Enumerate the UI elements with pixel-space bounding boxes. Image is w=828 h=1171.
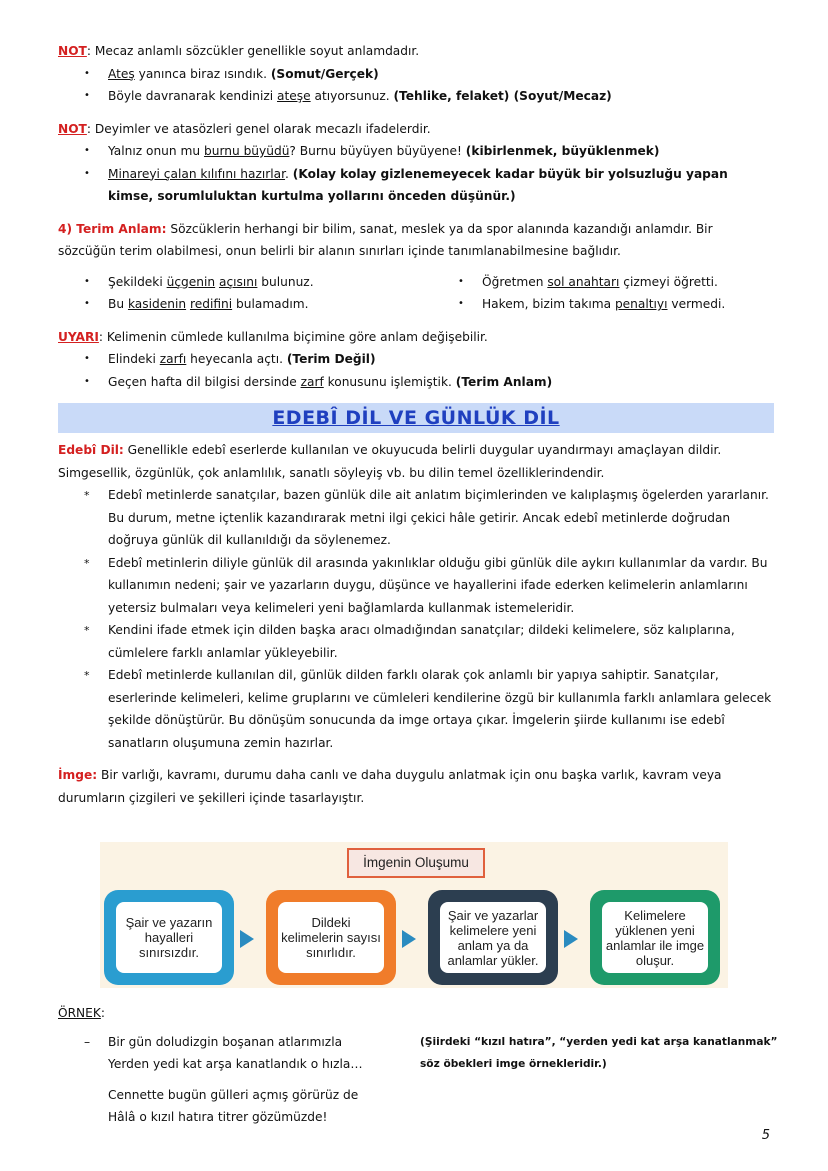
list-item: • Şekildeki üçgenin açısını bulunuz.: [84, 271, 458, 294]
list-item: * Kendini ifade etmek için dilden başka aracı olmadığından sanatçılar; dildeki kelimelere, söz kalıplarına, cümlelere farklı anlamlar yükleyebilir.: [84, 619, 774, 664]
diagram-title: İmgenin Oluşumu: [347, 848, 485, 878]
list-item: • Minareyi çalan kılıfını hazırlar. (Kolay kolay gizlenemeyecek kadar büyük bir yolsuzluğu yapan kimse, sorumluluktan kurtulma yollarını önceden düşünür.): [84, 163, 774, 208]
list-item: • Hakem, bizim takıma penaltıyı vermedi.: [458, 293, 774, 316]
diagram-step-2: Dildeki kelimelerin sayısı sınırlıdır.: [266, 890, 396, 985]
uyari-list: [58, 348, 774, 393]
diagram-step-3: Şair ve yazarlar kelimelere yeni anlam ya da anlamlar yükler.: [428, 890, 558, 985]
arrow-right-icon: [564, 930, 578, 948]
imge-label: İmge:: [58, 768, 98, 782]
diagram-step-4: Kelimelere yüklenen yeni anlamlar ile imge oluşur.: [590, 890, 720, 985]
imge-diagram: [100, 842, 728, 988]
note-1-list: [58, 63, 774, 108]
list-item: • Yalnız onun mu burnu büyüdü? Burnu büyüyen büyüyene! (kibirlenmek, büyüklenmek): [84, 140, 774, 163]
poem-line: Yerden yedi kat arşa kanatlandık o hızla…: [108, 1057, 363, 1071]
section-banner: [58, 403, 774, 433]
list-item: • Geçen hafta dil bilgisi dersinde zarf konusunu işlemiştik. (Terim Anlam): [84, 371, 774, 394]
dash: –: [84, 1034, 91, 1049]
imge-paragraph: İmge: Bir varlığı, kavramı, durumu daha canlı ve daha duygulu anlatmak için onu başka varlık, kavram veya durumların çizgileri ve şekilleri içinde tasarlayıştır.: [58, 768, 722, 805]
list-item: • Ateş yanınca biraz ısındık. (Somut/Gerçek): [84, 63, 774, 86]
note-label: NOT: [58, 44, 87, 58]
edebi-list: [58, 484, 774, 754]
ornek-section: [58, 1002, 778, 1145]
note-2-list: [58, 140, 774, 208]
poem: [108, 1031, 408, 1129]
list-item: • Böyle davranarak kendinizi ateşe atıyorsunuz. (Tehlike, felaket) (Soyut/Mecaz): [84, 85, 774, 108]
note-2: NOT: Deyimler ve atasözleri genel olarak mecazlı ifadelerdir.: [58, 121, 431, 136]
poem-line: Hâlâ o kızıl hatıra titrer gözümüzde!: [108, 1110, 328, 1124]
arrow-right-icon: [402, 930, 416, 948]
diagram-step-1: Şair ve yazarın hayalleri sınırsızdır.: [104, 890, 234, 985]
poem-line: Bir gün doludizgin boşanan atlarımızla: [108, 1034, 343, 1049]
list-item: * Edebî metinlerde kullanılan dil, günlük dilden farklı olarak çok anlamlı bir yapıya sahiptir. Sanatçılar, eserlerinde kelimeleri, kelime gruplarını ve cümleleri kendilerine özgü bir kullanımla farklı anlamlara gelecek şekilde dönüştürür. Bu dönüşüm sonucunda da imge ortaya çıkar. İmgelerin şiirde kullanımı ise edebî sanatların oluşumuna zemin hazırlar.: [84, 664, 774, 754]
ornek-label: ÖRNEK:: [58, 1006, 105, 1020]
edebi-paragraph: Edebî Dil: Genellikle edebî eserlerde kullanılan ve okuyucuda belirli duygular uyandırmayı amaçlayan dildir. Simgesellik, özgünlük, çok anlamlılık, sanatlı söyleyiş vb. bu dilin temel özelliklerindendir.: [58, 443, 722, 480]
ornek-note: (Şiirdeki “kızıl hatıra”, “yerden yedi kat arşa kanatlanmak” söz öbekleri imge örnekleridir.): [420, 1035, 778, 1070]
terim-heading: 4) Terim Anlam:: [58, 221, 167, 236]
list-item: * Edebî metinlerde sanatçılar, bazen günlük dile ait anlatım biçimlerinden ve kalıplaşmış ögelerden yararlanır. Bu durum, metne içtenlik kazandırarak metni ilgi çekici hâle getirir. Ancak edebî metinlerde doğrudan doğruya günlük dil kullanıldığı da söylenemez.: [84, 484, 774, 552]
document-body: [58, 40, 774, 809]
arrow-right-icon: [240, 930, 254, 948]
list-item: • Öğretmen sol anahtarı çizmeyi öğretti.: [458, 271, 774, 294]
terim-paragraph: 4) Terim Anlam: Sözcüklerin herhangi bir bilim, sanat, meslek ya da spor alanında kazandığı anlamdır. Bir sözcüğün terim olabilmesi, onun belirli bir alanın sınırları içinde tanımlanabilmesine bağlıdır.: [58, 221, 713, 258]
edebi-label: Edebî Dil:: [58, 443, 124, 457]
note-1: NOT: Mecaz anlamlı sözcükler genellikle soyut anlamdadır.: [58, 44, 420, 58]
note-label: NOT: [58, 121, 87, 136]
list-item: • Bu kasidenin redifini bulamadım.: [84, 293, 458, 316]
list-item: • Elindeki zarfı heyecanla açtı. (Terim Değil): [84, 348, 774, 371]
list-item: * Edebî metinlerin diliyle günlük dil arasında yakınlıklar olduğu gibi günlük dile aykırı kullanımlar da vardır. Bu kullanımın nedeni; şair ve yazarların duygu, düşünce ve hayallerini ifade ederken kelimelerin anlamlarını yetersiz bulmaları veya kelimeleri yeni bağlamlarda kullanmak istemeleridir.: [84, 552, 774, 620]
uyari-label: UYARI: [58, 329, 99, 344]
section-title: EDEBÎ DİL VE GÜNLÜK DİL: [272, 407, 560, 429]
page-number: 5: [761, 1128, 770, 1143]
terim-examples: [58, 271, 774, 316]
poem-line: Cennette bugün gülleri açmış görürüz de: [108, 1087, 359, 1102]
uyari: UYARI: Kelimenin cümlede kullanılma biçimine göre anlam değişebilir.: [58, 329, 488, 344]
